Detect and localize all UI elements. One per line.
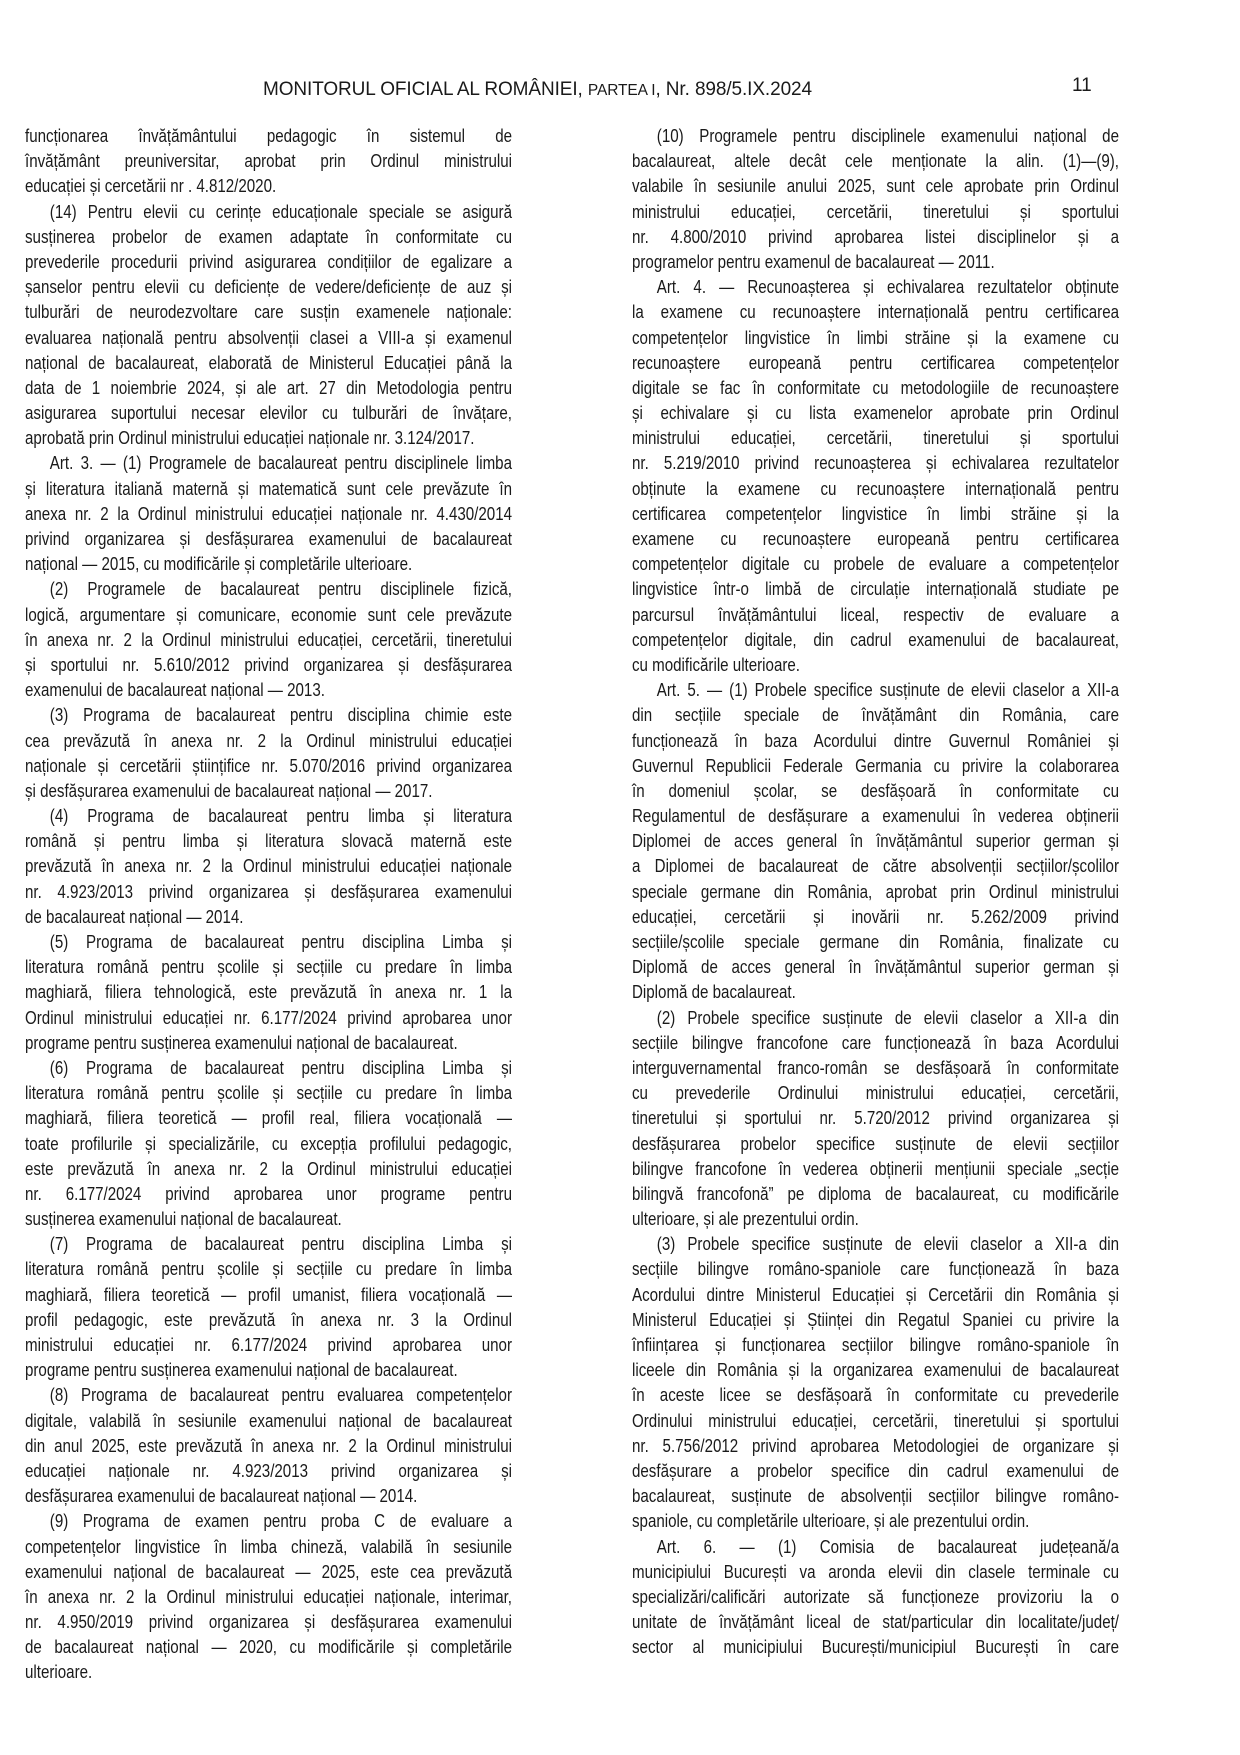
paragraph (25, 804, 512, 930)
text-line: (3) Programa de bacalaureat pentru disciplina chimie este (49, 705, 513, 727)
left-column (25, 124, 512, 1686)
text-line: desfășurare a probelor specifice din cadrul examenului de (632, 1460, 1119, 1482)
paragraph (25, 1232, 512, 1383)
text-line: Ordinului ministrului educației, cercetării, tineretului și sportului (632, 1410, 1119, 1432)
text-line: (8) Programa de bacalaureat pentru evaluarea competențelor (49, 1385, 513, 1407)
text-line: anexa nr. 2 la Ordinul ministrului educației naționale nr. 4.430/2014 (25, 503, 512, 525)
text-line: și sportului nr. 5.610/2012 privind organizarea și desfășurarea (25, 654, 512, 676)
page-header (263, 79, 812, 101)
text-line: nr. 4.950/2019 privind organizarea și desfășurarea examenului (25, 1612, 512, 1634)
text-line: secțiile bilingve francofone care funcționează în baza Acordului (632, 1032, 1119, 1054)
text-line: toate profilurile și specializările, cu excepția profilului pedagogic, (25, 1133, 512, 1155)
publication-title: MONITORUL OFICIAL AL ROMÂNIEI, (263, 79, 588, 100)
text-line: educației naționale nr. 4.923/2013 privind organizarea și (25, 1460, 512, 1482)
text-line: examenului de bacalaureat național — 2013. (25, 680, 325, 702)
text-line: cu prevederile Ordinului ministrului educației, cercetării, (632, 1083, 1119, 1105)
text-line: literatura română pentru școlile și secțiile cu predare în limba (25, 957, 512, 979)
text-line: și desfășurarea examenului de bacalaureat național — 2017. (25, 780, 433, 802)
text-line: a Diplomei de bacalaureat de către absolvenții secțiilor/școlilor (632, 856, 1119, 878)
text-line: liceele din România și la organizarea examenului de bacalaureat (632, 1360, 1119, 1382)
left-column-text (25, 124, 512, 1686)
text-line: (9) Programa de examen pentru proba C de evaluare a (49, 1511, 513, 1533)
text-line: funcționarea învățământului pedagogic în sistemul de (25, 126, 512, 147)
text-line: programe pentru susținerea examenului național de bacalaureat. (25, 1032, 458, 1054)
text-line: digitale se fac în conformitate cu metodologiile de recunoaștere (632, 377, 1119, 399)
text-line: ministrului educației nr. 6.177/2024 privind aprobarea unor (25, 1335, 512, 1356)
publication-part: PARTEA I (587, 82, 656, 99)
paragraph (25, 703, 512, 804)
text-line: Art. 5. — (1) Probele specifice susținute de elevii claselor a XII-a (656, 680, 1119, 702)
text-line: municipiului București va aronda elevii din clasele terminale cu (632, 1561, 1119, 1583)
text-line: maghiară, filiera teoretică — profil umanist, filiera vocațională — (25, 1284, 512, 1306)
text-line: digitale, valabilă în sesiunile examenului național de bacalaureat (25, 1410, 512, 1432)
text-line: Art. 3. — (1) Programele de bacalaureat pentru disciplinele limba (49, 453, 513, 475)
text-line: certificarea competențelor lingvistice în limbi străine și la (632, 503, 1119, 525)
paragraph (25, 1509, 512, 1685)
paragraph (25, 124, 512, 200)
text-line: Acordului dintre Ministerul Educației și Cercetării din România și (632, 1284, 1119, 1306)
paragraph (25, 1056, 512, 1232)
text-line: secțiile/școlile speciale germane din România, finalizate cu (632, 932, 1119, 953)
text-line: nr. 4.923/2013 privind organizarea și desfășurarea examenului (25, 881, 512, 903)
text-line: educației, cercetării și inovării nr. 5.262/2009 privind (632, 906, 1119, 928)
issue-number: , Nr. 898/5.IX.2024 (655, 79, 812, 100)
text-line: evaluarea națională pentru absolvenții clasei a VIII-a și examenul (25, 327, 512, 349)
text-line: literatura română pentru școlile și secțiile cu predare în limba (25, 1083, 512, 1105)
text-line: bacalaureat, altele decât cele menționate la alin. (1)—(9), (632, 151, 1119, 173)
text-line: (2) Programele de bacalaureat pentru disciplinele fizică, (49, 579, 513, 601)
text-line: ulterioare, și ale prezentului ordin. (632, 1209, 859, 1231)
text-line: profil pedagogic, este prevăzută în anexa nr. 3 la Ordinul (25, 1309, 512, 1331)
text-line: (6) Programa de bacalaureat pentru disciplina Limba și (49, 1057, 513, 1079)
text-line: logică, argumentare și comunicare, economie sunt cele prevăzute (25, 604, 512, 626)
text-line: la examene cu recunoaștere internațională pentru certificarea (632, 302, 1119, 324)
text-line: național de bacalaureat, elaborată de Ministerul Educației până la (25, 352, 512, 374)
text-line: parcursul învățământului liceal, respectiv de evaluare a (632, 604, 1119, 626)
text-line: Guvernul Republicii Federale Germania cu privire la colaborarea (632, 755, 1119, 777)
paragraph (632, 678, 1119, 1005)
text-line: funcționează în baza Acordului dintre Guvernul României și (632, 730, 1119, 752)
text-line: obținute la examene cu recunoaștere internațională pentru (632, 478, 1119, 500)
text-line: Diplomă de bacalaureat. (632, 982, 796, 1004)
text-line: programelor pentru examenul de bacalaureat — 2011. (632, 251, 995, 273)
text-line: nr. 5.219/2010 privind recunoașterea și echivalarea rezultatelor (632, 453, 1119, 475)
text-line: (2) Probele specifice susținute de elevii claselor a XII-a din (656, 1007, 1119, 1029)
text-line: desfășurarea examenului de bacalaureat național — 2014. (25, 1486, 418, 1508)
text-line: spaniole, cu completările ulterioare, și ale prezentului ordin. (632, 1511, 1030, 1533)
text-line: examenului național de bacalaureat — 2025, este cea prevăzută (25, 1561, 512, 1583)
text-line: competențelor digitale, din cadrul examenului de bacalaureat, (632, 629, 1119, 651)
text-line: ministrului educației, cercetării, tineretului și sportului (632, 428, 1119, 450)
text-line: în domeniul școlar, se desfășoară în conformitate cu (632, 780, 1119, 802)
right-column (632, 124, 1119, 1660)
paragraph (25, 451, 512, 577)
text-line: cea prevăzută în anexa nr. 2 la Ordinul ministrului educației (25, 730, 512, 752)
text-line: educației și cercetării nr . 4.812/2020. (25, 176, 277, 198)
text-line: română și pentru limba și literatura slovacă maternă este (25, 831, 512, 853)
text-line: programe pentru susținerea examenului național de bacalaureat. (25, 1360, 458, 1382)
text-line: tineretului și sportului nr. 5.720/2012 privind organizarea și (632, 1108, 1119, 1130)
paragraph (632, 1535, 1119, 1661)
text-line: desfășurarea probelor specifice susținute de elevii secțiilor (632, 1133, 1119, 1155)
text-line: șanselor pentru elevii cu deficiențe de vedere/deficiențe de auz și (25, 277, 512, 299)
text-line: examene cu recunoaștere europeană pentru certificarea (632, 529, 1119, 550)
text-line: susținerea probelor de examen adaptate în conformitate cu (25, 226, 512, 248)
paragraph (25, 577, 512, 703)
paragraph (632, 124, 1119, 275)
text-line: Ministerul Educației și Științei din Regatul Spaniei cu privire la (632, 1309, 1119, 1331)
text-line: speciale germane din România, aprobat prin Ordinul ministrului (632, 881, 1119, 903)
text-line: ministrului educației, cercetării, tineretului și sportului (632, 201, 1119, 223)
text-line: nr. 6.177/2024 privind aprobarea unor programe pentru (25, 1183, 512, 1205)
text-line: național — 2015, cu modificările și completările ulterioare. (25, 554, 413, 576)
text-line: de bacalaureat național — 2014. (25, 906, 244, 928)
paragraph (632, 275, 1119, 678)
text-line: învățământ preuniversitar, aprobat prin Ordinul ministrului (25, 151, 512, 173)
text-line: ulterioare. (25, 1662, 93, 1684)
text-line: cu modificările ulterioare. (632, 654, 800, 676)
paragraph (25, 200, 512, 452)
paragraph (25, 1383, 512, 1509)
text-line: privind organizarea și desfășurarea examenului de bacalaureat (25, 529, 512, 550)
text-line: Ordinul ministrului educației nr. 6.177/2024 privind aprobarea unor (25, 1007, 512, 1029)
text-line: nr. 5.756/2012 privind aprobarea Metodologiei de organizare și (632, 1435, 1119, 1457)
text-line: tulburări de neurodezvoltare care susțin examenele naționale: (25, 302, 512, 324)
text-line: (10) Programele pentru disciplinele examenului național de (656, 126, 1119, 147)
text-line: maghiară, filiera teoretică — profil real, filiera vocațională — (25, 1108, 512, 1130)
text-line: din secțiile speciale de învățământ din România, care (632, 705, 1119, 727)
text-line: prevederile procedurii privind asigurarea condițiilor de egalizare a (25, 251, 512, 273)
text-line: bilingvă francofonă” pe diploma de bacalaureat, cu modificările (632, 1183, 1119, 1205)
text-line: secțiile bilingve româno-spaniole care funcționează în baza (632, 1259, 1119, 1281)
text-line: competențelor lingvistice în limba chineză, valabilă în sesiunile (25, 1536, 512, 1558)
text-line: (4) Programa de bacalaureat pentru limba și literatura (49, 806, 513, 828)
text-line: competențelor lingvistice în limbi străine și la examene cu (632, 327, 1119, 349)
paragraph (632, 1232, 1119, 1534)
text-line: bilingve francofone în vederea obținerii mențiunii speciale „secție (632, 1158, 1119, 1180)
text-line: (3) Probele specifice susținute de elevii claselor a XII-a din (656, 1234, 1119, 1256)
text-line: înființarea și funcționarea secțiilor bilingve româno-spaniole în (632, 1335, 1119, 1356)
text-line: și literatura italiană maternă și matematică sunt cele prevăzute în (25, 478, 512, 500)
text-line: Art. 6. — (1) Comisia de bacalaureat județeană/a (656, 1536, 1119, 1558)
text-line: Art. 4. — Recunoașterea și echivalarea rezultatelor obținute (656, 277, 1119, 299)
text-line: în anexa nr. 2 la Ordinul ministrului educației naționale, interimar, (25, 1586, 512, 1608)
text-line: specializări/calificări autorizate să funcționeze provizoriu la o (632, 1586, 1119, 1608)
text-line: din anul 2025, este prevăzută în anexa nr. 2 la Ordinul ministrului (25, 1435, 512, 1457)
text-line: Regulamentul de desfășurare a examenului în vederea obținerii (632, 806, 1119, 828)
text-line: bacalaureat, susținute de absolvenții secțiilor bilingve româno- (632, 1486, 1119, 1508)
text-line: sector al municipiului București/municipiul București în care (632, 1637, 1119, 1659)
text-line: unitate de învățământ liceal de stat/particular din localitate/județ/ (632, 1612, 1119, 1634)
text-line: în aceste licee se desfășoară în conformitate cu prevederile (632, 1385, 1119, 1407)
text-line: literatura română pentru școlile și secțiile cu predare în limba (25, 1259, 512, 1281)
text-line: interguvernamental franco-român se desfășoară în conformitate (632, 1057, 1119, 1079)
paragraph (25, 930, 512, 1056)
text-line: nr. 4.800/2010 privind aprobarea listei disciplinelor și a (632, 226, 1119, 248)
text-line: (14) Pentru elevii cu cerințe educaționale speciale se asigură (49, 201, 513, 223)
text-line: susținerea examenului național de bacalaureat. (25, 1209, 342, 1231)
text-line: competențelor digitale cu probele de evaluare a competențelor (632, 554, 1119, 576)
text-line: Diplomă de acces general în învățământul superior german și (632, 957, 1119, 979)
text-line: data de 1 noiembrie 2024, și ale art. 27 din Metodologia pentru (25, 377, 512, 399)
text-line: (5) Programa de bacalaureat pentru disciplina Limba și (49, 932, 513, 953)
text-line: recunoaștere europeană pentru certificarea competențelor (632, 352, 1119, 374)
right-column-text (632, 124, 1119, 1660)
text-line: (7) Programa de bacalaureat pentru disciplina Limba și (49, 1234, 513, 1256)
paragraph (632, 1006, 1119, 1233)
text-line: Diplomei de acces general în învățământul superior german și (632, 831, 1119, 853)
text-line: în anexa nr. 2 la Ordinul ministrului educației, cercetării, tineretului (25, 629, 512, 651)
text-line: și echivalare și cu lista examenelor aprobate prin Ordinul (632, 403, 1119, 425)
text-line: valabile în sesiunile anului 2025, sunt cele aprobate prin Ordinul (632, 176, 1119, 198)
page-number: 11 (1072, 75, 1092, 96)
text-line: de bacalaureat național — 2020, cu modificările și completările (25, 1637, 512, 1659)
text-line: naționale și cercetării științifice nr. 5.070/2016 privind organizarea (25, 755, 512, 777)
text-line: maghiară, filiera tehnologică, este prevăzută în anexa nr. 1 la (25, 982, 512, 1004)
text-line: este prevăzută în anexa nr. 2 la Ordinul ministrului educației (25, 1158, 512, 1180)
text-line: lingvistice într-o limbă de circulație internațională studiate pe (632, 579, 1119, 601)
text-line: aprobată prin Ordinul ministrului educației naționale nr. 3.124/2017. (25, 428, 475, 450)
text-line: asigurarea suportului necesar elevilor cu tulburări de învățare, (25, 403, 512, 425)
text-line: prevăzută în anexa nr. 2 la Ordinul ministrului educației naționale (25, 856, 512, 878)
